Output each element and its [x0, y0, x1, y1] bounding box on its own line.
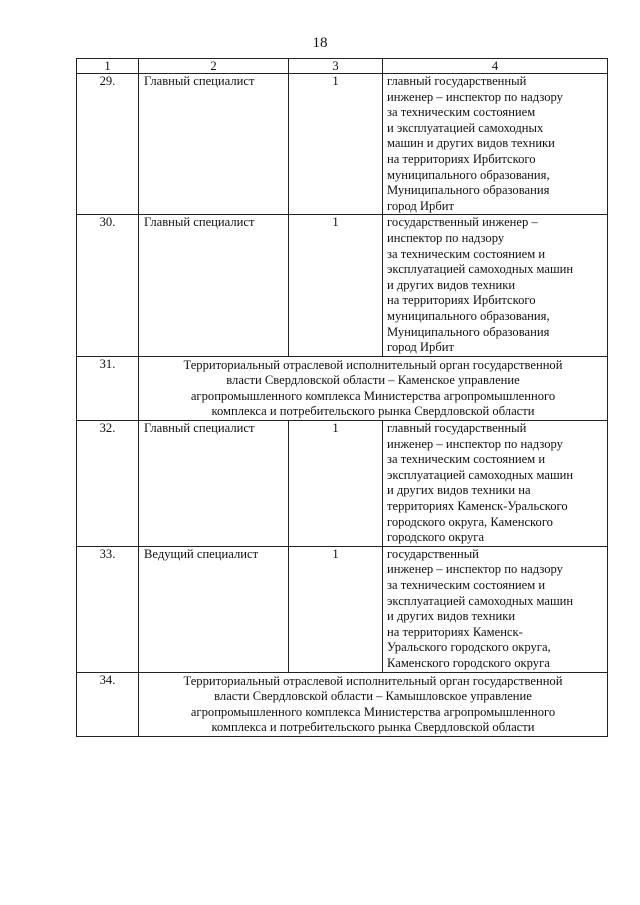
description-line: за техническим состоянием и	[387, 246, 546, 261]
row-number: 32.	[77, 421, 139, 547]
column-header-4: 4	[383, 59, 608, 74]
description-line: территориях Каменск-Уральского	[387, 499, 568, 514]
description-line: государственный инженер –	[387, 215, 538, 230]
organization-name	[139, 356, 608, 420]
description-line: городского округа, Каменского	[387, 514, 553, 529]
position-description	[383, 546, 608, 672]
description-line: муниципального образования,	[387, 308, 550, 323]
description-line: за техническим состоянием и	[387, 578, 546, 592]
organization-line: Территориальный отраслевой исполнительный орган государственной	[183, 673, 563, 688]
position-description	[383, 215, 608, 356]
description-line: муниципального образования,	[387, 167, 550, 182]
description-line: Муниципального образования	[387, 324, 550, 339]
description-line: инспектор по надзору	[387, 230, 505, 245]
description-line: и других видов техники на	[387, 483, 531, 498]
position-count: 1	[289, 215, 383, 356]
organization-line: комплекса и потребительского рынка Свердловской области	[211, 720, 535, 735]
page-number: 18	[312, 35, 328, 51]
row-number: 34.	[77, 672, 139, 736]
description-line: город Ирбит	[387, 340, 454, 355]
description-line: эксплуатацией самоходных машин	[387, 467, 574, 482]
position-description	[383, 421, 608, 547]
description-line: на территориях Каменск-	[387, 624, 523, 639]
description-line: инженер – инспектор по надзору	[387, 89, 563, 104]
organization-line: агропромышленного комплекса Министерства агропромышленного	[190, 388, 556, 403]
description-line: за техническим состоянием и	[387, 452, 546, 467]
row-number: 31.	[77, 356, 139, 420]
table-row	[77, 421, 608, 547]
description-line: городского округа	[387, 530, 485, 545]
description-line: и эксплуатацией самоходных	[387, 120, 544, 135]
position-count: 1	[289, 546, 383, 672]
description-line: и других видов техники	[387, 277, 516, 292]
position-title: Ведущий специалист	[139, 546, 289, 672]
row-number: 30.	[77, 215, 139, 356]
description-line: государственный	[387, 546, 479, 561]
description-line: Каменского городского округа	[387, 655, 550, 670]
description-line: инженер – инспектор по надзору	[387, 436, 563, 451]
table-row-organization	[77, 672, 608, 736]
row-number: 33.	[77, 546, 139, 672]
description-line: на территориях Ирбитского	[387, 293, 536, 308]
description-line: машин и других видов техники	[387, 136, 555, 151]
organization-line: комплекса и потребительского рынка Свердловской области	[211, 404, 535, 419]
description-line: эксплуатацией самоходных машин	[387, 262, 574, 277]
row-number: 29.	[77, 74, 139, 215]
table-row	[77, 215, 608, 356]
description-line: Уральского городского округа,	[387, 640, 551, 655]
table-header-row	[77, 59, 608, 74]
description-line: эксплуатацией самоходных машин	[387, 593, 574, 608]
description-line: главный государственный	[387, 74, 527, 88]
column-header-1: 1	[77, 59, 139, 74]
description-line: город Ирбит	[387, 198, 454, 213]
description-line: и других видов техники	[387, 609, 516, 624]
position-description	[383, 74, 608, 215]
table-row	[77, 546, 608, 672]
column-header-3: 3	[289, 59, 383, 74]
description-line: на территориях Ирбитского	[387, 151, 536, 166]
description-line: инженер – инспектор по надзору	[387, 562, 563, 577]
description-line: главный государственный	[387, 421, 527, 436]
position-count: 1	[289, 421, 383, 547]
table-row	[77, 74, 608, 215]
organization-line: власти Свердловской области – Камышловское управление	[214, 689, 532, 704]
staff-table	[76, 58, 608, 737]
description-line: за техническим состоянием	[387, 105, 536, 120]
organization-line: власти Свердловской области – Каменское управление	[226, 373, 520, 388]
position-title: Главный специалист	[139, 74, 289, 215]
organization-line: агропромышленного комплекса Министерства агропромышленного	[190, 704, 556, 719]
organization-name	[139, 672, 608, 736]
table-row-organization	[77, 356, 608, 420]
position-count: 1	[289, 74, 383, 215]
position-title: Главный специалист	[139, 215, 289, 356]
column-header-2: 2	[139, 59, 289, 74]
position-title: Главный специалист	[139, 421, 289, 547]
organization-line: Территориальный отраслевой исполнительный орган государственной	[183, 357, 563, 372]
description-line: Муниципального образования	[387, 183, 550, 198]
